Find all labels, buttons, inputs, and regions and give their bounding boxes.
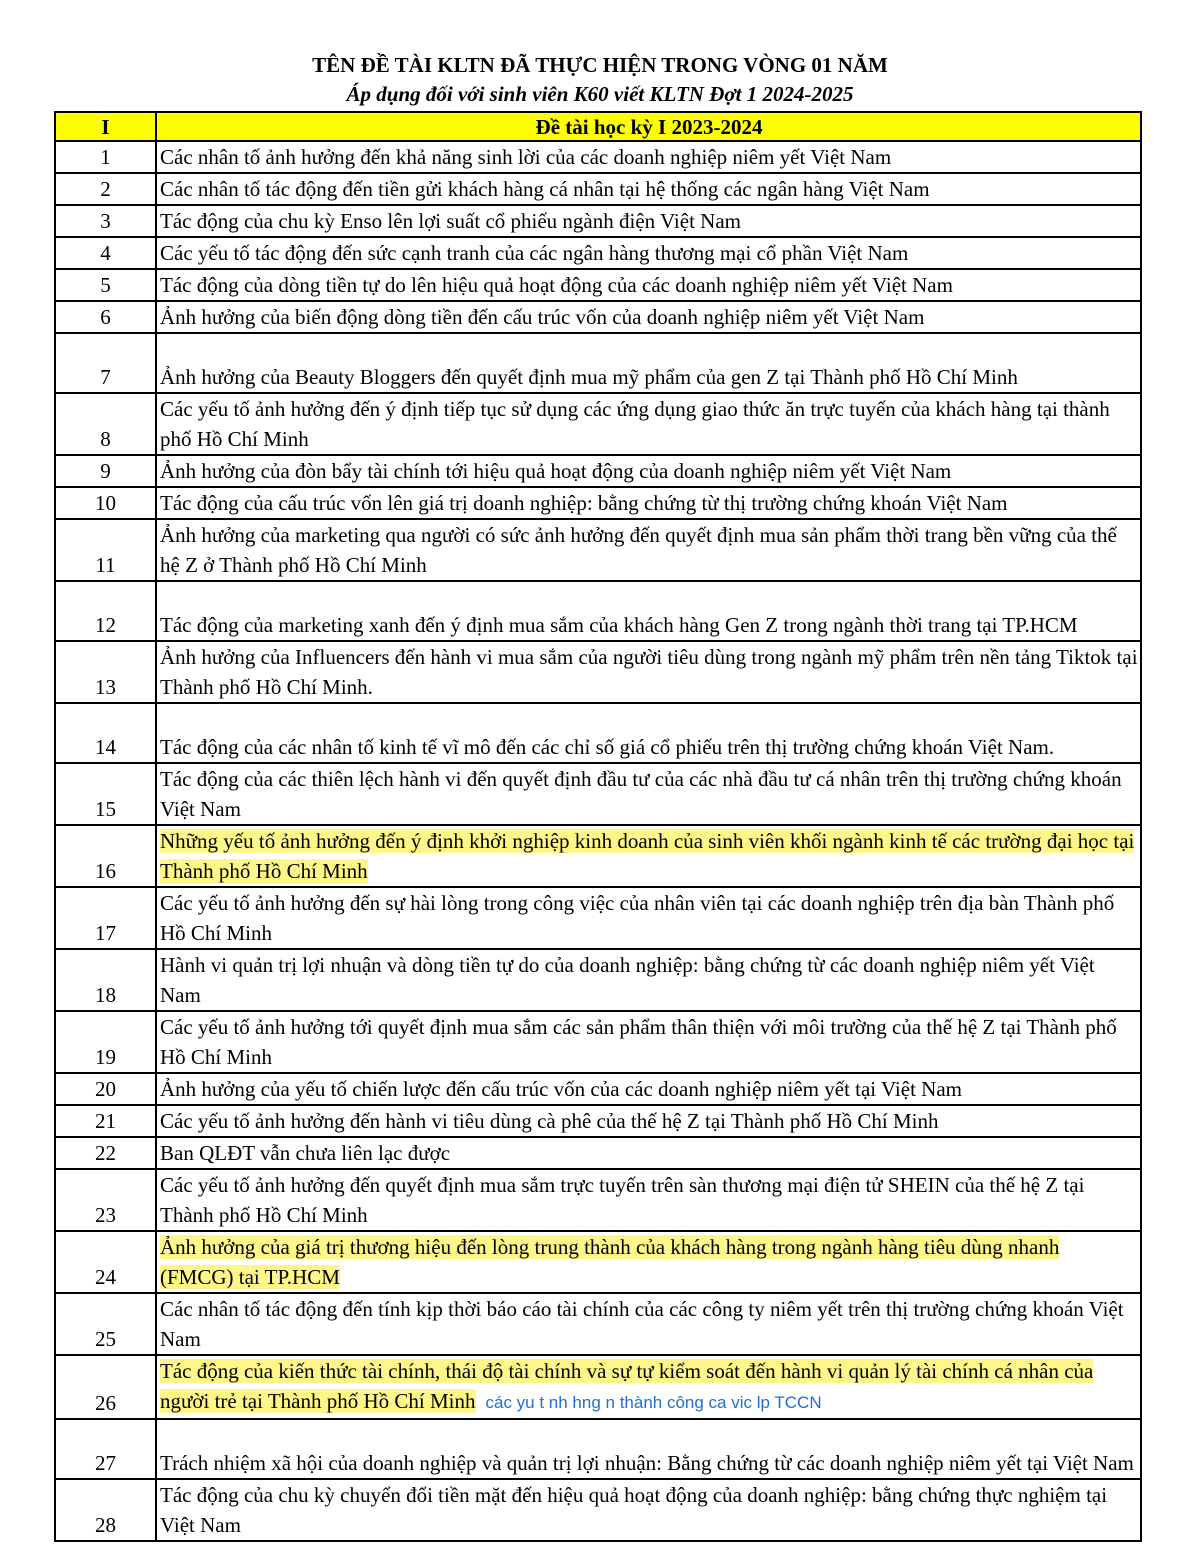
- row-topic-cell: [156, 887, 1141, 949]
- topic-title: Ảnh hưởng của biến động dòng tiền đến cấu trúc vốn của doanh nghiệp niêm yết Việt Nam: [160, 305, 925, 329]
- row-topic-cell: [156, 1137, 1141, 1169]
- table-row: [55, 205, 1141, 237]
- document-title: TÊN ĐỀ TÀI KLTN ĐÃ THỰC HIỆN TRONG VÒNG 01 NĂM: [312, 53, 888, 77]
- table-row: [55, 301, 1141, 333]
- row-topic-cell: [156, 1419, 1141, 1479]
- row-number: 13: [55, 641, 156, 703]
- topics-table: [54, 111, 1142, 1542]
- row-number: 23: [55, 1169, 156, 1231]
- row-topic-cell: [156, 949, 1141, 1011]
- row-topic-cell: [156, 825, 1141, 887]
- table-row: [55, 825, 1141, 887]
- row-number: 15: [55, 763, 156, 825]
- row-number: 26: [55, 1355, 156, 1419]
- topic-title: Các yếu tố ảnh hưởng đến ý định tiếp tục sử dụng các ứng dụng giao thức ăn trực tuyến của khách hàng tại thành phố Hồ Chí Minh: [160, 397, 1110, 451]
- table-row: [55, 173, 1141, 205]
- table-row: [55, 1011, 1141, 1073]
- row-topic-cell: [156, 393, 1141, 455]
- table-row: [55, 141, 1141, 173]
- table-row: [55, 703, 1141, 763]
- row-number: 22: [55, 1137, 156, 1169]
- row-number: 10: [55, 487, 156, 519]
- table-row: [55, 519, 1141, 581]
- table-row: [55, 269, 1141, 301]
- topic-title: Ảnh hưởng của Beauty Bloggers đến quyết định mua mỹ phẩm của gen Z tại Thành phố Hồ Chí Minh: [160, 365, 1018, 389]
- row-number: 8: [55, 393, 156, 455]
- row-number: 17: [55, 887, 156, 949]
- topic-title: Các yếu tố ảnh hưởng đến quyết định mua sắm trực tuyến trên sàn thương mại điện tử SHEIN của thế hệ Z tại Thành phố Hồ Chí Minh: [160, 1173, 1085, 1227]
- row-topic-cell: [156, 1479, 1141, 1541]
- row-number: 14: [55, 703, 156, 763]
- row-topic-cell: [156, 1105, 1141, 1137]
- row-number: 16: [55, 825, 156, 887]
- table-row: [55, 763, 1141, 825]
- row-topic-cell: [156, 237, 1141, 269]
- topic-title: Tác động của marketing xanh đến ý định mua sắm của khách hàng Gen Z trong ngành thời trang tại TP.HCM: [160, 613, 1078, 637]
- topic-title: Hành vi quản trị lợi nhuận và dòng tiền tự do của doanh nghiệp: bằng chứng từ các doanh nghiệp niêm yết Việt Nam: [160, 953, 1095, 1007]
- row-number: 12: [55, 581, 156, 641]
- row-number: 2: [55, 173, 156, 205]
- table-row: [55, 1137, 1141, 1169]
- topic-title: Ảnh hưởng của yếu tố chiến lược đến cấu trúc vốn của các doanh nghiệp niêm yết tại Việt Nam: [160, 1077, 962, 1101]
- topic-title: Những yếu tố ảnh hưởng đến ý định khởi nghiệp kinh doanh của sinh viên khối ngành kinh tế các trường đại học tại Thành phố Hồ Chí Minh: [160, 829, 1135, 883]
- row-number: 24: [55, 1231, 156, 1293]
- row-number: 5: [55, 269, 156, 301]
- table-row: [55, 641, 1141, 703]
- topic-title: Tác động của các thiên lệch hành vi đến quyết định đầu tư của các nhà đầu tư cá nhân trên thị trường chứng khoán Việt Nam: [160, 767, 1122, 821]
- row-number: 1: [55, 141, 156, 173]
- row-number: 6: [55, 301, 156, 333]
- topic-title: Các nhân tố ảnh hưởng đến khả năng sinh lời của các doanh nghiệp niêm yết Việt Nam: [160, 145, 892, 169]
- topic-title: Tác động của các nhân tố kinh tế vĩ mô đến các chỉ số giá cổ phiếu trên thị trường chứng khoán Việt Nam.: [160, 735, 1055, 759]
- topic-title: Các nhân tố tác động đến tính kịp thời báo cáo tài chính của các công ty niêm yết trên thị trường chứng khoán Việt Nam: [160, 1297, 1124, 1351]
- row-number: 28: [55, 1479, 156, 1541]
- topic-title: Tác động của kiến thức tài chính, thái độ tài chính và sự tự kiểm soát đến hành vi quản lý tài chính cá nhân của người trẻ tại Thành phố Hồ Chí Minh: [160, 1359, 1094, 1413]
- row-topic-cell: [156, 301, 1141, 333]
- row-topic-cell: [156, 1355, 1141, 1419]
- topic-title: Các yếu tố ảnh hưởng đến hành vi tiêu dùng cà phê của thế hệ Z tại Thành phố Hồ Chí Minh: [160, 1109, 939, 1133]
- table-row: [55, 1479, 1141, 1541]
- table-row: [55, 581, 1141, 641]
- row-number: 11: [55, 519, 156, 581]
- topic-title: Tác động của cấu trúc vốn lên giá trị doanh nghiệp: bằng chứng từ thị trường chứng khoán Việt Nam: [160, 491, 1008, 515]
- topic-title: Tác động của chu kỳ Enso lên lợi suất cổ phiếu ngành điện Việt Nam: [160, 209, 741, 233]
- row-topic-cell: [156, 1293, 1141, 1355]
- table-row: [55, 1231, 1141, 1293]
- row-topic-cell: [156, 269, 1141, 301]
- row-number: 4: [55, 237, 156, 269]
- table-row: [55, 949, 1141, 1011]
- table-row: [55, 487, 1141, 519]
- topic-title: Các yếu tố tác động đến sức cạnh tranh của các ngân hàng thương mại cổ phần Việt Nam: [160, 241, 909, 265]
- row-topic-cell: [156, 141, 1141, 173]
- table-row: [55, 393, 1141, 455]
- topic-title: Các yếu tố ảnh hưởng tới quyết định mua sắm các sản phẩm thân thiện với môi trường của thế hệ Z tại Thành phố Hồ Chí Minh: [160, 1015, 1117, 1069]
- topic-title: Ảnh hưởng của giá trị thương hiệu đến lòng trung thành của khách hàng trong ngành hàng tiêu dùng nhanh (FMCG) tại TP.HCM: [160, 1235, 1060, 1289]
- topic-title: Các nhân tố tác động đến tiền gửi khách hàng cá nhân tại hệ thống các ngân hàng Việt Nam: [160, 177, 930, 201]
- row-topic-cell: [156, 1231, 1141, 1293]
- row-topic-cell: [156, 581, 1141, 641]
- document-subtitle: Áp dụng đối với sinh viên K60 viết KLTN Đợt 1 2024-2025: [346, 82, 854, 106]
- row-topic-cell: [156, 333, 1141, 393]
- table-row: [55, 1105, 1141, 1137]
- table-row: [55, 237, 1141, 269]
- table-row: [55, 1073, 1141, 1105]
- row-number: 19: [55, 1011, 156, 1073]
- topic-title: Ảnh hưởng của marketing qua người có sức ảnh hưởng đến quyết định mua sản phẩm thời trang bền vững của thế hệ Z ở Thành phố Hồ Chí Minh: [160, 523, 1117, 577]
- topic-title: Ban QLĐT vẫn chưa liên lạc được: [160, 1141, 451, 1165]
- table-row: [55, 455, 1141, 487]
- table-row: [55, 1355, 1141, 1419]
- table-row: [55, 1293, 1141, 1355]
- row-topic-cell: [156, 1073, 1141, 1105]
- section-number: I: [55, 112, 156, 141]
- row-number: 9: [55, 455, 156, 487]
- topic-title: Tác động của chu kỳ chuyển đổi tiền mặt đến hiệu quả hoạt động của doanh nghiệp: bằng chứng thực nghiệm tại Việt Nam: [160, 1483, 1108, 1537]
- row-topic-cell: [156, 763, 1141, 825]
- table-row: [55, 887, 1141, 949]
- row-topic-cell: [156, 519, 1141, 581]
- topic-title: Tác động của dòng tiền tự do lên hiệu quả hoạt động của các doanh nghiệp niêm yết Việt Nam: [160, 273, 953, 297]
- topic-title: Các yếu tố ảnh hưởng đến sự hài lòng trong công việc của nhân viên tại các doanh nghiệp trên địa bàn Thành phố Hồ Chí Minh: [160, 891, 1115, 945]
- topic-title: Trách nhiệm xã hội của doanh nghiệp và quản trị lợi nhuận: Bằng chứng từ các doanh nghiệp niêm yết tại Việt Nam: [160, 1451, 1134, 1475]
- row-topic-cell: [156, 487, 1141, 519]
- row-topic-cell: [156, 173, 1141, 205]
- topic-title: Ảnh hưởng của đòn bẩy tài chính tới hiệu quả hoạt động của doanh nghiệp niêm yết Việt Nam: [160, 459, 952, 483]
- topic-title: Ảnh hưởng của Influencers đến hành vi mua sắm của người tiêu dùng trong ngành mỹ phẩm trên nền tảng Tiktok tại Thành phố Hồ Chí Minh.: [160, 645, 1138, 699]
- row-number: 27: [55, 1419, 156, 1479]
- row-number: 20: [55, 1073, 156, 1105]
- row-topic-cell: [156, 1011, 1141, 1073]
- row-topic-cell: [156, 703, 1141, 763]
- row-topic-cell: [156, 1169, 1141, 1231]
- table-header-row: [55, 112, 1141, 141]
- row-number: 21: [55, 1105, 156, 1137]
- table-row: [55, 333, 1141, 393]
- row-number: 18: [55, 949, 156, 1011]
- handwritten-note: các yu t nh hng n thành công ca vic lp TCCN: [485, 1393, 822, 1412]
- row-number: 25: [55, 1293, 156, 1355]
- section-heading: Đề tài học kỳ I 2023-2024: [156, 112, 1141, 141]
- table-row: [55, 1169, 1141, 1231]
- row-number: 3: [55, 205, 156, 237]
- row-number: 7: [55, 333, 156, 393]
- row-topic-cell: [156, 455, 1141, 487]
- table-row: [55, 1419, 1141, 1479]
- row-topic-cell: [156, 205, 1141, 237]
- row-topic-cell: [156, 641, 1141, 703]
